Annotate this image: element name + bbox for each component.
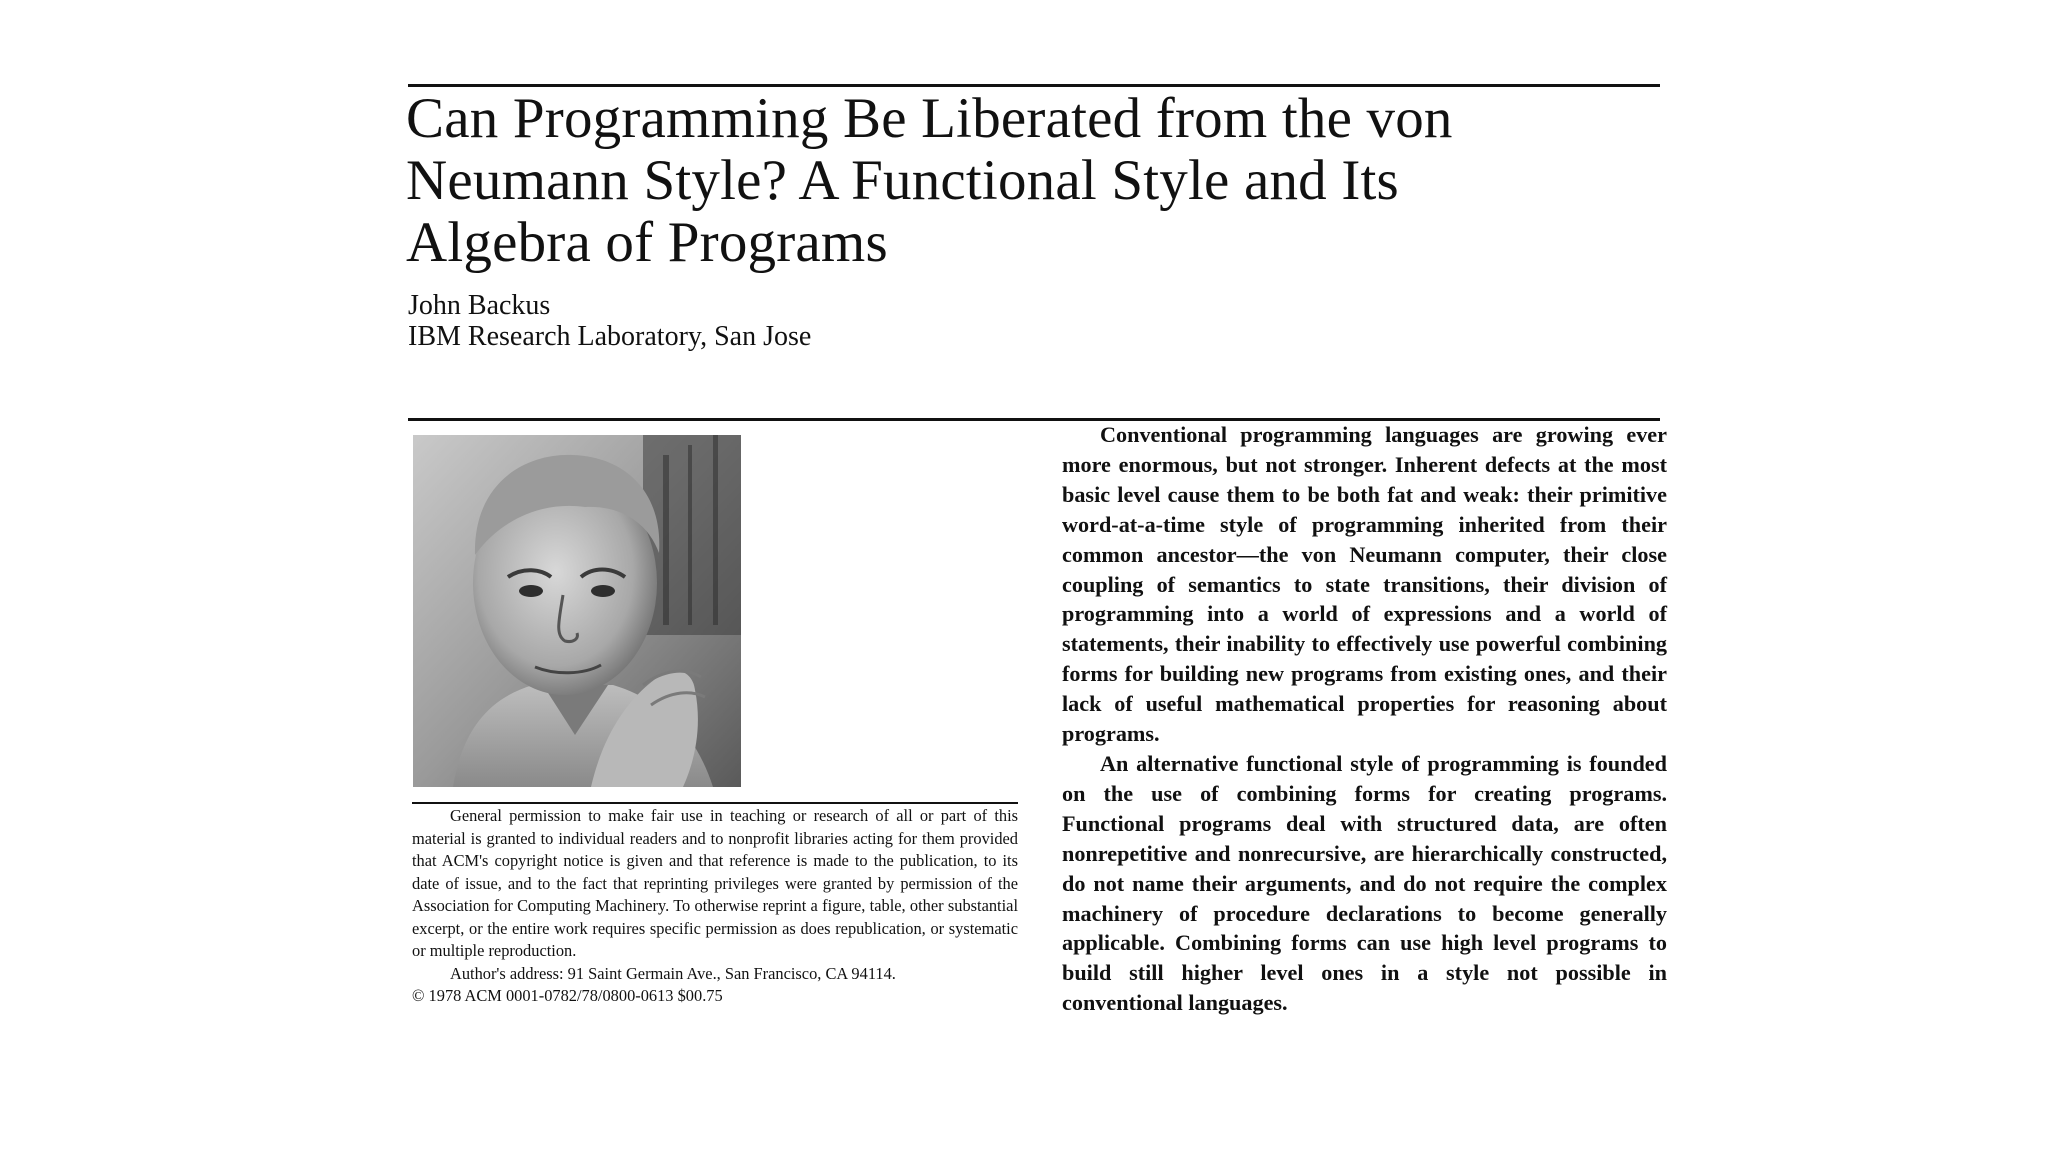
footnote-rule [412,802,1018,804]
author-block [408,290,811,352]
author-name: John Backus [408,290,551,321]
title-line-3: Algebra of Programs [406,211,888,274]
copyright-line: © 1978 ACM 0001-0782/78/0800-0613 $00.75 [412,986,723,1005]
author-address: Author's address: 91 Saint Germain Ave., San Francisco, CA 94114. [450,963,896,983]
author-affiliation: IBM Research Laboratory, San Jose [408,321,812,352]
title-line-1: Can Programming Be Liberated from the von [406,87,1453,150]
title-line-2: Neumann Style? A Functional Style and Its [406,149,1399,212]
abstract-paragraph-2: An alternative functional style of programming is founded on the use of combining forms for creating programs. Functional programs deal with structured data, are often nonrepetitive and nonrecursive, are hierarchically constructed, do not name their arguments, and do not require the complex machinery of procedure declarations to become generally applicable. Combining forms can use high level programs to build still higher level ones in a style not possible in conventional languages. [1062,750,1667,1016]
paper-title [406,88,1666,274]
permission-footnote [412,805,1018,1008]
author-photo [413,435,741,787]
permission-text: General permission to make fair use in teaching or research of all or part of this material is granted to individual readers and to nonprofit libraries acting for them provided that ACM's copyright notice is given and that reference is made to the publication, to its date of issue, and to the fact that reprinting privileges were granted by permission of the Association for Computing Machinery. To otherwise reprint a figure, table, other substantial excerpt, or the entire work requires specific permission as does republication, or systematic or multiple reproduction. [412,806,1018,960]
abstract-paragraph-1: Conventional programming languages are growing ever more enormous, but not stronger. Inherent defects at the most basic level cause them to be both fat and weak: their primitive word-at-a-time style of programming inherited from their common ancestor—the von Neumann computer, their close coupling of semantics to state transitions, their division of programming into a world of expressions and a world of statements, their inability to effectively use powerful combining forms for building new programs from existing ones, and their lack of useful mathematical properties for reasoning about programs. [1062,422,1667,747]
abstract [1062,420,1667,1018]
author-portrait-image [413,435,741,787]
